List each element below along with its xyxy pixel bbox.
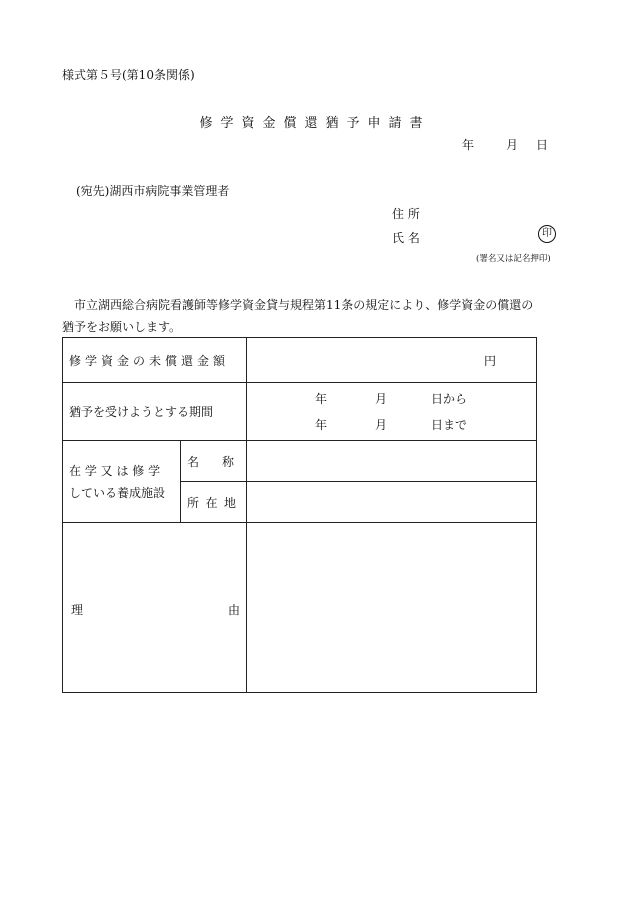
date-year-label: 年 bbox=[462, 138, 475, 152]
seal-mark: 印 bbox=[538, 225, 556, 243]
period-from-line bbox=[247, 386, 536, 412]
reason-label-b: 由 bbox=[228, 603, 241, 617]
facility-label-line2: している養成施設 bbox=[69, 485, 166, 500]
facility-address-label bbox=[181, 482, 247, 523]
signature-note: (署名又は記名押印) bbox=[476, 254, 551, 264]
facility-address-label-a: 所 bbox=[187, 495, 200, 510]
addressee: (宛先)湖西市病院事業管理者 bbox=[76, 184, 230, 198]
facility-address-field[interactable] bbox=[247, 482, 537, 523]
period-to-line bbox=[247, 412, 536, 438]
period-from-month: 月 bbox=[375, 391, 388, 406]
request-statement: 市立湖西総合病院看護師等修学資金貸与規程第11条の規定により、修学資金の償還の猶予をお願いします。 bbox=[62, 298, 534, 334]
period-to-day: 日まで bbox=[431, 417, 468, 432]
deferral-period-field[interactable] bbox=[247, 383, 537, 441]
reason-label-a: 理 bbox=[71, 603, 84, 617]
training-facility-label bbox=[63, 441, 181, 523]
facility-address-label-b: 在 bbox=[205, 495, 218, 510]
deferral-period-label: 猶予を受けようとする期間 bbox=[63, 383, 247, 441]
form-number: 様式第５号(第10条関係) bbox=[62, 68, 195, 82]
application-date bbox=[462, 136, 548, 153]
reason-field[interactable] bbox=[247, 523, 537, 693]
period-to-month: 月 bbox=[375, 417, 388, 432]
facility-label-line1: 在 学 又 は 修 学 bbox=[69, 463, 161, 478]
application-form-table bbox=[62, 337, 537, 693]
applicant-name-label: 氏 名 bbox=[392, 231, 420, 245]
facility-name-label-b: 称 bbox=[222, 454, 235, 469]
facility-name-row bbox=[63, 441, 537, 482]
period-from-year: 年 bbox=[315, 391, 328, 406]
reason-row bbox=[63, 523, 537, 693]
deferral-period-row bbox=[63, 383, 537, 441]
facility-address-label-c: 地 bbox=[224, 495, 237, 510]
applicant-address-label: 住 所 bbox=[392, 207, 420, 221]
yen-unit: 円 bbox=[484, 353, 497, 368]
reason-label bbox=[63, 523, 247, 693]
document-title: 修学資金償還猶予申請書 bbox=[199, 116, 431, 131]
facility-name-label bbox=[181, 441, 247, 482]
unpaid-amount-field[interactable] bbox=[247, 338, 537, 383]
date-month-label: 月 bbox=[506, 138, 519, 152]
date-day-label: 日 bbox=[536, 138, 549, 152]
facility-name-field[interactable] bbox=[247, 441, 537, 482]
period-from-day: 日から bbox=[431, 391, 468, 406]
period-to-year: 年 bbox=[315, 417, 328, 432]
facility-name-label-a: 名 bbox=[187, 454, 200, 469]
unpaid-amount-label: 修学資金の未償還金額 bbox=[63, 338, 247, 383]
unpaid-amount-row bbox=[63, 338, 537, 383]
